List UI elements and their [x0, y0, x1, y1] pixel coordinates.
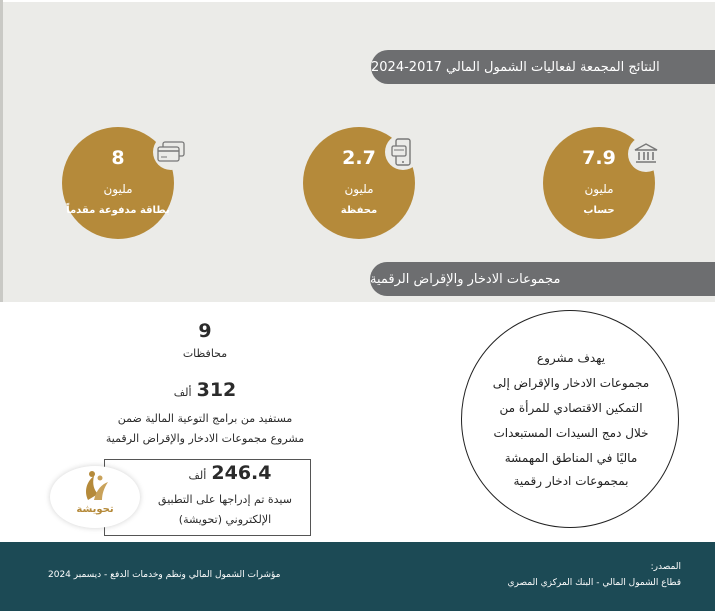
women-unit: ألف: [188, 469, 207, 482]
footer-source-label: المصدر:: [650, 562, 681, 572]
section-header-results-title: النتائج المجمعة لفعاليات الشمول المالي 2017-2024: [371, 59, 660, 75]
footer: [0, 542, 715, 611]
beneficiaries-figure: [120, 379, 290, 401]
card-icon: [153, 134, 189, 170]
top-strip: [0, 0, 715, 2]
bank-icon: [628, 136, 664, 172]
beneficiaries-desc-line1: مستفيد من برامج التوعية المالية ضمن: [117, 412, 293, 425]
stat-label: بطاقة مدفوعة مقدماً: [66, 205, 170, 216]
beneficiaries-desc-line2: مشروع مجموعات الادخار والإقراض الرقمية: [105, 432, 305, 445]
goal-line: خلال دمج السيدات المستبعدات: [493, 426, 649, 440]
tahweesha-logo: [50, 466, 140, 528]
stat-unit: مليون: [103, 182, 133, 196]
women-value: 246.4: [211, 462, 272, 484]
section-header-savings-title: مجموعات الادخار والإقراض الرقمية: [370, 271, 561, 287]
women-desc-line1: سيدة تم إدراجها على التطبيق: [158, 493, 292, 506]
stat-unit: مليون: [344, 182, 374, 196]
section-header-savings-groups: [370, 262, 715, 296]
stat-label: حساب: [583, 205, 615, 216]
women-desc-line2: الإلكتروني (تحويشة): [178, 513, 272, 526]
stat-unit: مليون: [584, 182, 614, 196]
stat-value: 2.7: [342, 147, 376, 169]
goal-line: مجموعات الادخار والإقراض إلى: [492, 376, 650, 390]
beneficiaries-unit: ألف: [173, 386, 192, 399]
tahweesha-logo-mark-icon: [50, 466, 140, 506]
mobile-wallet-icon: [385, 134, 421, 170]
women-figure: [155, 462, 305, 484]
left-edge-line: [0, 0, 3, 302]
goal-line: يهدف مشروع: [536, 351, 606, 365]
goal-line: بمجموعات ادخار رقمية: [513, 474, 629, 488]
project-goal-circle: [461, 310, 679, 528]
logo-text: تحويشة: [76, 504, 114, 515]
governorates-count: 9: [198, 320, 212, 342]
stat-value: 8: [111, 147, 125, 169]
section-header-results: [371, 50, 715, 84]
goal-line: ماليًا في المناطق المهمشة: [504, 451, 638, 465]
beneficiaries-value: 312: [196, 379, 237, 401]
governorates-label: محافظات: [182, 347, 228, 360]
goal-line: التمكين الاقتصادي للمرأة من: [499, 401, 643, 415]
stat-label: محفظة: [340, 205, 378, 216]
stat-value: 7.9: [582, 147, 616, 169]
footer-publication: مؤشرات الشمول المالي ونظم وخدمات الدفع - ديسمبر 2024: [48, 570, 281, 580]
footer-source-value: قطاع الشمول المالي - البنك المركزي المصري: [507, 578, 681, 588]
